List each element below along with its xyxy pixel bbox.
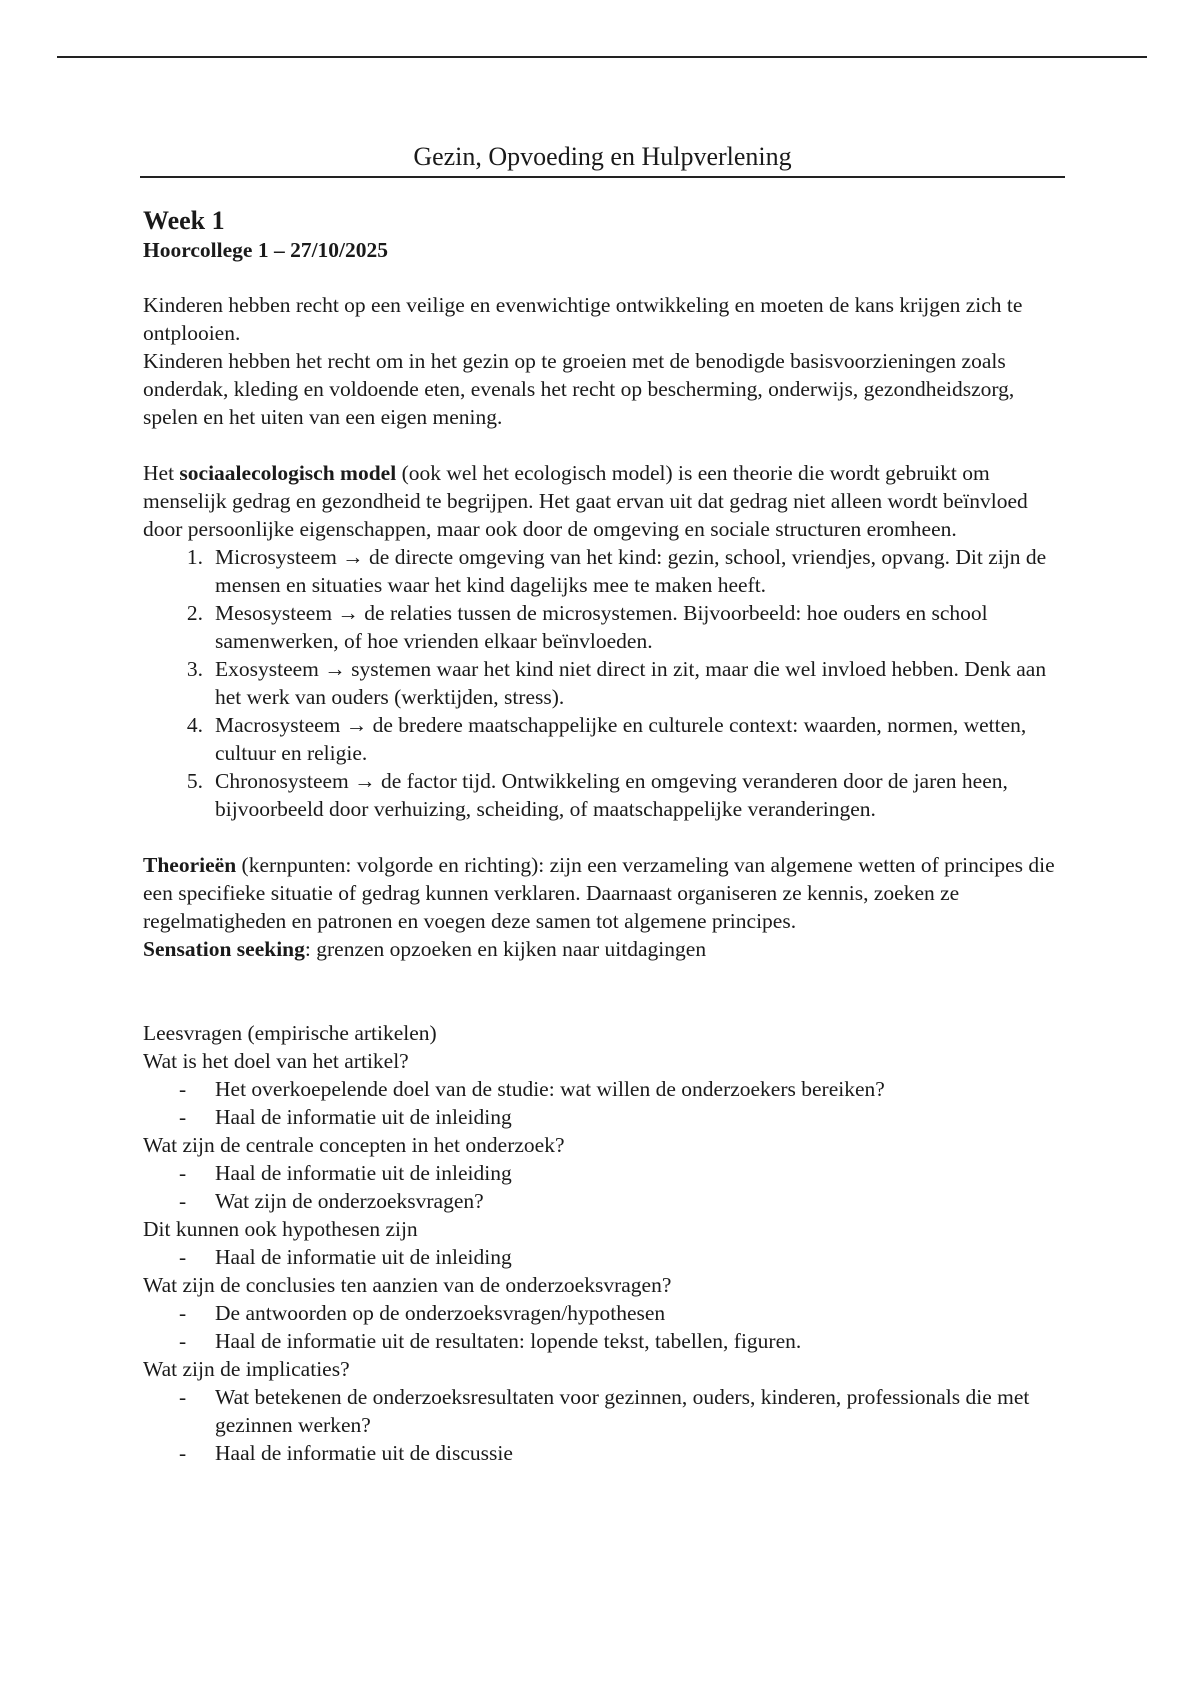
document-title: Gezin, Opvoeding en Hulpverlening bbox=[140, 140, 1065, 178]
eco-model-prefix: Het bbox=[143, 461, 180, 485]
intro-section bbox=[143, 291, 1063, 431]
eco-model-paragraph bbox=[143, 459, 1063, 543]
reading-note: Dit kunnen ook hypothesen zijn bbox=[143, 1217, 418, 1241]
list-item: - Haal de informatie uit de inleiding bbox=[215, 1243, 1063, 1271]
eco-model-text: (ook wel het ecologisch model) is een theorie die wordt gebruikt om menselijk gedrag en gezondheid te begrijpen. Het gaat ervan uit dat gedrag niet alleen wordt beïnvloed door persoonlijke eigenschappen, maar ook door de omgeving en sociale structuren eromheen. bbox=[143, 461, 1028, 541]
question-notes bbox=[143, 1243, 1063, 1271]
reading-question: Wat zijn de implicaties? bbox=[143, 1357, 350, 1381]
sensation-text: : grenzen opzoeken en kijken naar uitdagingen bbox=[304, 937, 707, 961]
reading-question: Wat zijn de conclusies ten aanzien van de onderzoeksvragen? bbox=[143, 1273, 672, 1297]
reading-heading: Leesvragen (empirische artikelen) bbox=[143, 1021, 437, 1045]
theories-text: (kernpunten: volgorde en richting): zijn een verzameling van algemene wetten of principes die een specifieke situatie of gedrag kunnen verklaren. Daarnaast organiseren ze kennis, zoeken ze regelmatigheden en patronen en voegen deze samen tot algemene principes. bbox=[143, 853, 1055, 933]
list-item: - Wat zijn de onderzoeksvragen? bbox=[215, 1187, 1063, 1215]
list-item: Exosysteem → systemen waar het kind niet direct in zit, maar die wel invloed hebben. Denk aan het werk van ouders (werktijden, stress). bbox=[215, 657, 1047, 709]
list-item: - Wat betekenen de onderzoeksresultaten voor gezinnen, ouders, kinderen, professionals die met gezinnen werken? bbox=[215, 1383, 1063, 1439]
eco-system-list bbox=[143, 543, 1063, 823]
header-rule bbox=[57, 56, 1147, 58]
intro-paragraph: Kinderen hebben recht op een veilige en evenwichtige ontwikkeling en moeten de kans krijgen zich te ontplooien. bbox=[143, 293, 1023, 345]
list-item: - Haal de informatie uit de inleiding bbox=[215, 1159, 1063, 1187]
question-notes bbox=[143, 1299, 1063, 1355]
list-item: Macrosysteem → de bredere maatschappelijke en culturele context: waarden, normen, wetten, cultuur en religie. bbox=[215, 713, 1027, 765]
list-item: Microsysteem → de directe omgeving van het kind: gezin, school, vriendjes, opvang. Dit zijn de mensen en situaties waar het kind dagelijks mee te maken heeft. bbox=[215, 545, 1047, 597]
question-notes bbox=[143, 1075, 1063, 1131]
eco-model-section bbox=[143, 459, 1063, 823]
question-notes bbox=[143, 1159, 1063, 1215]
document-body bbox=[143, 140, 1063, 1467]
reading-question: Wat is het doel van het artikel? bbox=[143, 1049, 409, 1073]
theories-term: Theorieën bbox=[143, 853, 237, 877]
week-heading: Week 1 bbox=[143, 206, 225, 235]
question-notes bbox=[143, 1383, 1063, 1467]
list-item: Chronosysteem → de factor tijd. Ontwikkeling en omgeving veranderen door de jaren heen, bijvoorbeeld door verhuizing, scheiding, of maatschappelijke veranderingen. bbox=[215, 769, 1008, 821]
list-item: - Haal de informatie uit de inleiding bbox=[215, 1103, 1063, 1131]
list-item: - Haal de informatie uit de resultaten: lopende tekst, tabellen, figuren. bbox=[215, 1327, 1063, 1355]
intro-paragraph: Kinderen hebben het recht om in het gezin op te groeien met de benodigde basisvoorzieningen zoals onderdak, kleding en voldoende eten, evenals het recht op bescherming, onderwijs, gezondheidszorg, spelen en het uiten van een eigen mening. bbox=[143, 349, 1015, 429]
list-item: - De antwoorden op de onderzoeksvragen/hypothesen bbox=[215, 1299, 1063, 1327]
list-item: - Het overkoepelende doel van de studie: wat willen de onderzoekers bereiken? bbox=[215, 1075, 1063, 1103]
sensation-term: Sensation seeking bbox=[143, 937, 305, 961]
reading-question: Wat zijn de centrale concepten in het onderzoek? bbox=[143, 1133, 565, 1157]
lecture-heading: Hoorcollege 1 – 27/10/2025 bbox=[143, 238, 389, 262]
sensation-paragraph bbox=[143, 935, 1063, 963]
theories-paragraph bbox=[143, 851, 1063, 935]
reading-questions-section bbox=[143, 1019, 1063, 1467]
list-item: Mesosysteem → de relaties tussen de microsystemen. Bijvoorbeeld: hoe ouders en school samenwerken, of hoe vrienden elkaar beïnvloeden. bbox=[215, 601, 988, 653]
eco-model-term: sociaalecologisch model bbox=[179, 461, 397, 485]
list-item: - Haal de informatie uit de discussie bbox=[215, 1439, 1063, 1467]
theories-section bbox=[143, 851, 1063, 963]
